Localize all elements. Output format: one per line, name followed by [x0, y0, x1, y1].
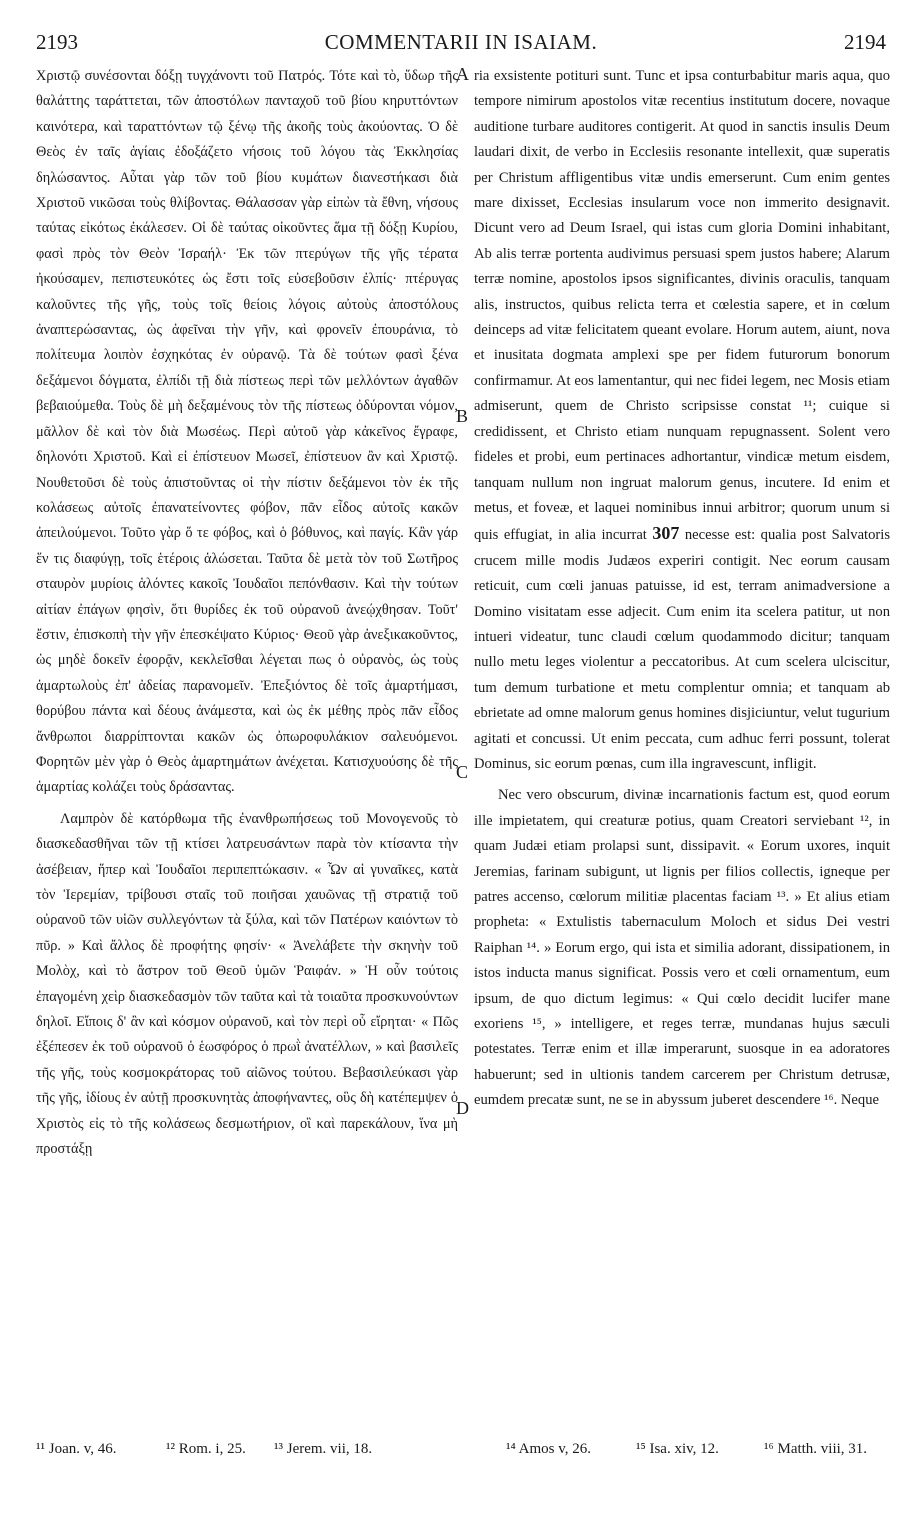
- column-number: 307: [652, 523, 680, 544]
- footnote-11: ¹¹ Joan. v, 46.: [36, 1441, 117, 1457]
- section-marker-b: B: [456, 406, 469, 426]
- latin-column: [474, 64, 890, 1434]
- section-marker-a: A: [456, 64, 469, 84]
- latin-paragraph-1b: necesse est: qualia post Salvatoris crucem mille modis Judæos experiri contigit. Nec eorum causam reticuit, cum cœli januas patuisse, id est, terram animadversione a Domino visitatam esse adjecit. Cum enim ita scelera patitur, ut non intueri videatur, tunc claudi cœlum quodammodo dicitur; tanquam nullo metu leges violentur a peccatoribus. At cum scelera ulciscitur, tum demum turbatione et metu complentur omnia; et tanquam ab ebrietate ad omne malorum genus homines disjiciuntur, velut tugurium agitati et concussi. Ut enim peccata, cum adhuc ferri possunt, tolerat Dominus, sic eorum pœnas, cum illa ingravescunt, infligit.: [474, 527, 890, 772]
- latin-paragraph-1a: ria exsistente potituri sunt. Tunc et ipsa conturbabitur maris aqua, quo tempore nimirum apostolos vitæ recentius institutum docere, novaque auditione turbare auditores contigerit. At quod in sanctis insulis Deum laudari dixit, de verbo in Ecclesiis resonante intellexit, quæ superatis per Christum affligentibus vitæ undis emerserunt. Cum enim gentes mare dixisset, Ecclesias insularum voce non immerito designavit. Dicunt vero ad Deum Israel, qui istas cum gloria Domini inhabitant, Ab alis terræ portenta audivimus persuasi spem justos habere; Alarum terræ nomine, apostolos ipsos significantes, divinis oraculis, tanquam alis, instructos, quibus relicta terra et cœlestia sapere, et in cœlum deinceps ad vitæ felicitatem queant evolare. Horum autem, aiunt, nova et inusitata dogmata amplexi spe per fidem futurorum bonorum confirmamur. At eos lamentantur, qui nec fidei legem, nec Mosis etiam admiserunt, quem de Christo scripsisse constat ¹¹; cuique si credidissent, et Christo etiam nunquam repugnassent. Solent vero fideles et probi, eum pertinaces adhortantur, vindicæ metum eisdem, tanquam nullum non ingruat malorum genus, incutere. Id enim et metus, et foveæ, et laquei nominibus innui arbitror; quorum unum si quis effugiat, in alia incurrat: [474, 68, 890, 544]
- latin-paragraph-2: Nec vero obscurum, divinæ incarnationis factum est, quod eorum ille impietatem, qui creaturæ potius, quam Creatori serviebant ¹², in quam Judæi etiam prolapsi sunt, dissipavit. « Eorum uxores, inquit Jeremias, farinam subigunt, ut lignis per filios collectis, igneque per patres accenso, cœlorum militiæ placentas faciam ¹³. » Et alius etiam propheta: « Extulistis tabernaculum Moloch et sidus Dei vestri Raiphan ¹⁴. » Eorum ergo, qui ista et similia adorant, dissipationem, in istos inducta manus significat. Possis vero et cœli ornamentum, eum ipsum, de quo dictum legimus: « Qui cœlo decidit lucifer mane exoriens ¹⁵, » intelligere, et reges terræ, mundanas hujus sæculi potestates. Terræ enim et illæ imperarunt, suosque in ea adoratores habuerunt; sed in ultionis tandem carcerem per Christum detrusæ, eumdem precatæ sunt, ne se in abyssum juberet descendere ¹⁶. Neque: [474, 787, 890, 1109]
- greek-paragraph-1: Χριστῷ συνέσονται δόξῃ τυγχάνοντι τοῦ Πατρός. Τότε καὶ τὸ, ὕδωρ τῆς θαλάττης ταράττεται, τῶν ἀποστόλων πανταχοῦ τοῦ βίου κηρυττόντων καινότερα, καὶ ταραττόντων τῷ ξένῳ τῆς ἀκοῆς τοὺς ἀκούοντας. Ὁ δὲ Θεὸς ἐν ταῖς ἁγίαις ἐδοξάζετο νήσοις τοῦ λόγου τὰς Ἐκκλησίας δηλώσαντος. Αὗται γὰρ τῶν τοῦ βίου κυμάτων διανεστήκασι διὰ Χριστοῦ νικῶσαι τοὺς θλίβοντας. Θάλασσαν γὰρ εἰπὼν τὰ ἔθνη, νήσους ταύτας εἰκότως ἐκάλεσεν. Οἱ δὲ ταύτας οἰκοῦντες ἅμα τῇ δόξῃ Κυρίου, φασὶ πρὸς τὸν Θεὸν Ἰσραήλ· Ἐκ τῶν πτερύγων τῆς γῆς τέρατα ἠκούσαμεν, πεπιστευκότες ὡς ἔστι τοῖς εὐσεβοῦσιν ἐλπίς· πτέρυγας καλοῦντες τῆς γῆς, τοὺς τοῖς θείοις λόγοις αὐτοὺς ἀποστόλους ἀναπτερώσαντας, ὡς ἀφεῖναι τὴν γῆν, καὶ φρονεῖν ἐπουράνια, τὸ πολίτευμα λοιπὸν ἐσχηκότας ἐν οὐρανῷ. Τὰ δὲ τούτων φασὶ ξένα δεξάμενοι δόγματα, ἐλπίδι τῇ διὰ πίστεως περὶ τῶν μελλόντων ἀγαθῶν βεβαιούμεθα. Τοὺς δὲ μὴ δεξαμένους τὸν τῆς πίστεως ὀδύρονται νόμον, μᾶλλον δὲ καὶ τὸν διὰ Μωσέως. Περὶ αὐτοῦ γὰρ κἀκεῖνος ἔγραφε, δηλονότι Χριστοῦ. Καὶ εἰ ἐπίστευον Μωσεῖ, ἐπίστευον ἂν καὶ Χριστῷ. Νουθετοῦσι δὲ τοὺς ἀπιστοῦντας οἱ τὴν πίστιν δεξάμενοι τὸν ἐκ τῆς κολάσεως αὐτοῖς ἐπανατείνοντες φόβον, πᾶν εἶδος αὐτοῖς κακῶν ἀπειλούμενοι. Τοῦτο γὰρ ὅ τε φόβος, καὶ ὁ βόθυνος, καὶ παγίς. Κἂν γάρ ἕν τις διαφύγῃ, τοῖς ἑτέροις ἁλώσεται. Ταῦτα δὲ μετὰ τὸν τοῦ Σωτῆρος σταυρὸν μυρίοις ἁλόντες κακοῖς Ἰουδαῖοι πεπόνθασιν. Καὶ τὴν τούτων αἰτίαν ἐπάγων φησὶν, ὅτι θυρίδες ἐκ τοῦ οὐρανοῦ ἀνεῴχθησαν. Τοῦτ' ἔστιν, ἐπισκοπὴ τὴν γῆν ἐπεσκέψατο Κύριος· Θεοῦ γὰρ ἀνεξικακοῦντος, ὡς μηδὲ δοκεῖν ἐφορᾷν, κεκλεῖσθαι λέγεται πως ὁ οὐρανὸς, ὡς τοὺς ἁμαρτωλοὺς ἐπ' ἀδείας παρανομεῖν. Ἐπεξιόντος δὲ τοῖς ἁμαρτήμασι, θορύβου πάντα καὶ δέους ἀνάμεστα, καὶ ὡς ἐκ μέθης πρὸς πᾶν εἶδος ἄνθρωποι διαρρίπτονται κακῶν ὡς ὀπωροφυλάκιον σαλευόμενοι. Φορητῶν μὲν γὰρ ὁ Θεὸς ἁμαρτημάτων ἀνέχεται. Κατισχυούσης δὲ τῆς ἁμαρτίας κολάζει τοὺς δράσαντας.: [36, 68, 458, 796]
- page-header: [36, 30, 886, 60]
- page-number-right: 2194: [844, 30, 886, 54]
- section-marker-d: D: [456, 1098, 469, 1118]
- running-title: COMMENTARII IN ISAIAM.: [324, 30, 598, 54]
- greek-paragraph-2: Λαμπρὸν δὲ κατόρθωμα τῆς ἐνανθρωπήσεως τοῦ Μονογενοῦς τὸ διασκεδασθῆναι τῶν τῇ κτίσει λατρευσάντων παρὰ τὸν κτίσαντα τὴν ἀσέβειαν, ἥπερ καὶ Ἰουδαῖοι περιπεπτώκασιν. « Ὧν αἱ γυναῖκες, κατὰ τὸν Ἱερεμίαν, τρίβουσι σταῖς τοῦ ποιῆσαι χαυῶνας τῇ στρατιᾷ τοῦ οὐρανοῦ τῶν υἱῶν συλλεγόντων τὰ ξύλα, καὶ τῶν Πατέρων καιόντων τὸ πῦρ. » Καὶ ἄλλος δὲ προφήτης φησίν· « Ἀνελάβετε τὴν σκηνὴν τοῦ Μολὸχ, καὶ τὸ ἄστρον τοῦ Θεοῦ ὑμῶν Ῥαιφάν. » Ἡ οὖν τούτοις ἐπαγομένη χεὶρ διασκεδασμὸν τῶν ταῦτα καὶ τὰ τοιαῦτα προσκυνούντων δηλοῖ. Εἴποις δ' ἂν καὶ κόσμον οὐρανοῦ, καὶ τὸν περὶ οὗ εἴρηται· « Πῶς ἐξέπεσεν ἐκ τοῦ οὐρανοῦ ὁ ἑωσφόρος ὁ πρωῒ ἀνατέλλων, » καὶ βασιλεῖς τῆς γῆς, τοὺς κοσμοκράτορας τοῦ αἰῶνος τούτου. Βεβασιλεύκασι γὰρ τῆς γῆς, ἰδίους ἐν αὐτῇ προσκυνητὰς ἀποφήναντες, οὓς δὴ κατέπεμψεν ὁ Χριστὸς εἰς τὸ τῆς κολάσεως δεσμωτήριον, οἳ καὶ παρεκάλουν, ἵνα μὴ προστάξῃ: [36, 810, 458, 1158]
- latin-paragraph-1: [474, 64, 890, 777]
- section-marker-c: C: [456, 762, 469, 782]
- footnote-16: ¹⁶ Matth. viii, 31.: [764, 1441, 868, 1457]
- footnotes: [36, 1435, 890, 1469]
- footnote-15: ¹⁵ Isa. xiv, 12.: [636, 1441, 719, 1457]
- footnote-12: ¹² Rom. i, 25.: [166, 1441, 246, 1457]
- greek-column: [36, 64, 458, 1434]
- page-number-left: 2193: [36, 30, 78, 54]
- footnote-14: ¹⁴ Amos v, 26.: [506, 1441, 592, 1457]
- footnote-13: ¹³ Jerem. vii, 18.: [274, 1441, 373, 1457]
